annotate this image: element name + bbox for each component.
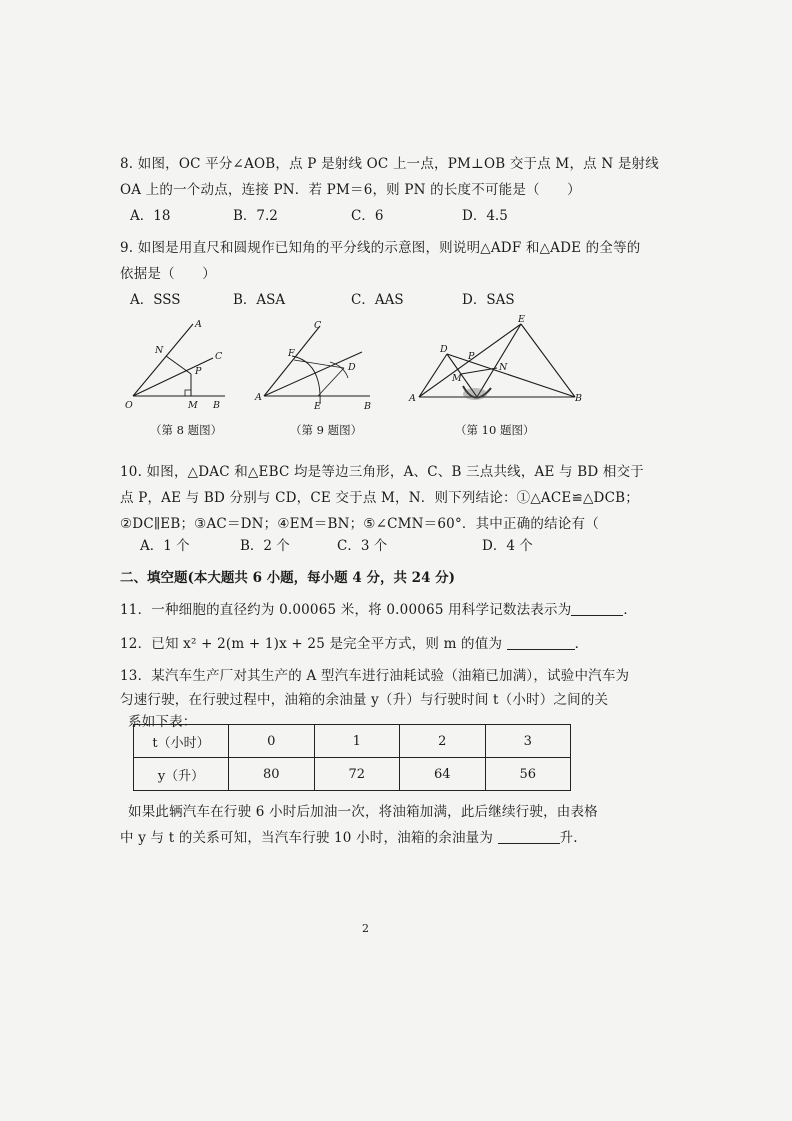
- q13-line2: 匀速行驶，在行驶过程中，油箱的余油量 y（升）与行驶时间 t（小时）之间的关: [120, 692, 609, 708]
- fig8-label-p: P: [195, 366, 202, 377]
- q10-option-a: A．1 个: [140, 538, 190, 554]
- q13-line3: 系如下表：: [128, 714, 197, 730]
- q13-line5: 中 y 与 t 的关系可知，当汽车行驶 10 小时，油箱的余油量为: [120, 830, 494, 846]
- table-cell: 1: [314, 725, 400, 758]
- q12: [120, 632, 588, 652]
- q10-line3: ②DC∥EB；③AC＝DN；④EM＝BN；⑤∠CMN＝60°．其中正确的结论有（: [120, 516, 599, 532]
- fig9-label-e: E: [314, 401, 321, 412]
- q13-answer-blank[interactable]: [498, 829, 560, 844]
- q10-option-c: C．3 个: [337, 538, 388, 554]
- table-cell: 64: [400, 758, 486, 791]
- fig9-label-d: D: [348, 362, 356, 373]
- q10-option-d: D．4 个: [482, 538, 533, 554]
- table-cell: 0: [229, 725, 315, 758]
- q10-line1: 10. 如图，△DAC 和△EBC 均是等边三角形，A、C、B 三点共线，AE 与 BD 相交于: [120, 464, 644, 480]
- fig10-label-p: P: [468, 351, 475, 362]
- fuel-table: [133, 724, 571, 791]
- fig9-caption: （第 9 题图）: [290, 423, 363, 437]
- q8-option-a: A．18: [130, 208, 171, 224]
- q12-answer-blank[interactable]: [507, 635, 575, 650]
- q13-end: 升.: [559, 830, 578, 846]
- q8-line2: OA 上的一个动点，连接 PN．若 PM＝6，则 PN 的长度不可能是（ ）: [120, 182, 581, 198]
- q9-option-a: A．SSS: [130, 292, 181, 308]
- q12-text: 12．已知 x² + 2(m + 1)x + 25 是完全平方式，则 m 的值为: [120, 636, 503, 652]
- table-cell: 2: [400, 725, 486, 758]
- q9-option-d: D．SAS: [462, 292, 515, 308]
- page-number: 2: [362, 922, 369, 935]
- fig10-label-e: E: [518, 314, 525, 325]
- fig10-caption: （第 10 题图）: [455, 423, 535, 437]
- fig10-label-n: N: [499, 362, 508, 373]
- q13-line5-row: [120, 826, 578, 846]
- fig8-label-a: A: [195, 319, 202, 330]
- q11-text: 11．一种细胞的直径约为 0.00065 米，将 0.00065 用科学记数法表示为: [120, 602, 572, 618]
- q11-end: ．: [623, 602, 638, 618]
- q8-option-d: D．4.5: [462, 208, 508, 224]
- q9-option-c: C．AAS: [351, 292, 404, 308]
- table-cell: 80: [229, 758, 315, 791]
- fig9-label-c: C: [314, 320, 322, 331]
- fig8-label-m: M: [188, 400, 198, 411]
- q13-line1: 13．某汽车生产厂对其生产的 A 型汽车进行油耗试验（油箱已加满），试验中汽车为: [120, 668, 630, 684]
- fig9-label-a: A: [255, 392, 262, 403]
- section-fill-in-title: 二、填空题(本大题共 6 小题，每小题 4 分，共 24 分): [120, 570, 456, 586]
- fig8-label-o: O: [125, 400, 133, 411]
- q8-option-b: B．7.2: [233, 208, 278, 224]
- table-cell: 72: [314, 758, 400, 791]
- table-cell: 56: [485, 758, 571, 791]
- fig10-label-b: B: [575, 393, 582, 404]
- q9-line1: 9. 如图是用直尺和圆规作已知角的平分线的示意图，则说明△ADF 和△ADE 的全等的: [120, 240, 641, 256]
- fig8-label-b: B: [213, 400, 220, 411]
- table-cell: 3: [485, 725, 571, 758]
- q9-line2: 依据是（ ）: [120, 266, 216, 282]
- fig8-caption: （第 8 题图）: [150, 423, 223, 437]
- q13-line4: 如果此辆汽车在行驶 6 小时后加油一次，将油箱加满，此后继续行驶，由表格: [128, 804, 598, 820]
- figure-8: [115, 312, 235, 412]
- q8-option-c: C．6: [351, 208, 384, 224]
- figure-9: [252, 312, 382, 412]
- table-header-y: y（升）: [134, 758, 229, 791]
- fig10-label-d: D: [440, 344, 448, 355]
- fig9-label-f: F: [288, 348, 295, 359]
- figure-10: [405, 312, 585, 412]
- q8-line1: 8. 如图，OC 平分∠AOB，点 P 是射线 OC 上一点，PM⊥OB 交于点 M，点 N 是射线: [120, 156, 659, 172]
- q10-option-b: B．2 个: [240, 538, 290, 554]
- fig8-label-n: N: [155, 345, 164, 356]
- q11-answer-blank[interactable]: [571, 601, 623, 616]
- table-header-t: t（小时）: [134, 725, 229, 758]
- q10-line2: 点 P，AE 与 BD 分别与 CD，CE 交于点 M，N．则下列结论：①△ACE≌△DCB；: [120, 490, 639, 506]
- q12-end: ．: [574, 636, 589, 652]
- fig9-label-b: B: [364, 401, 371, 412]
- fig10-label-m: M: [452, 373, 462, 384]
- fig10-label-a: A: [409, 393, 416, 404]
- q9-option-b: B．ASA: [233, 292, 286, 308]
- q11: [120, 598, 637, 618]
- table-row: [134, 725, 571, 758]
- table-row: [134, 758, 571, 791]
- fig8-label-c: C: [215, 351, 223, 362]
